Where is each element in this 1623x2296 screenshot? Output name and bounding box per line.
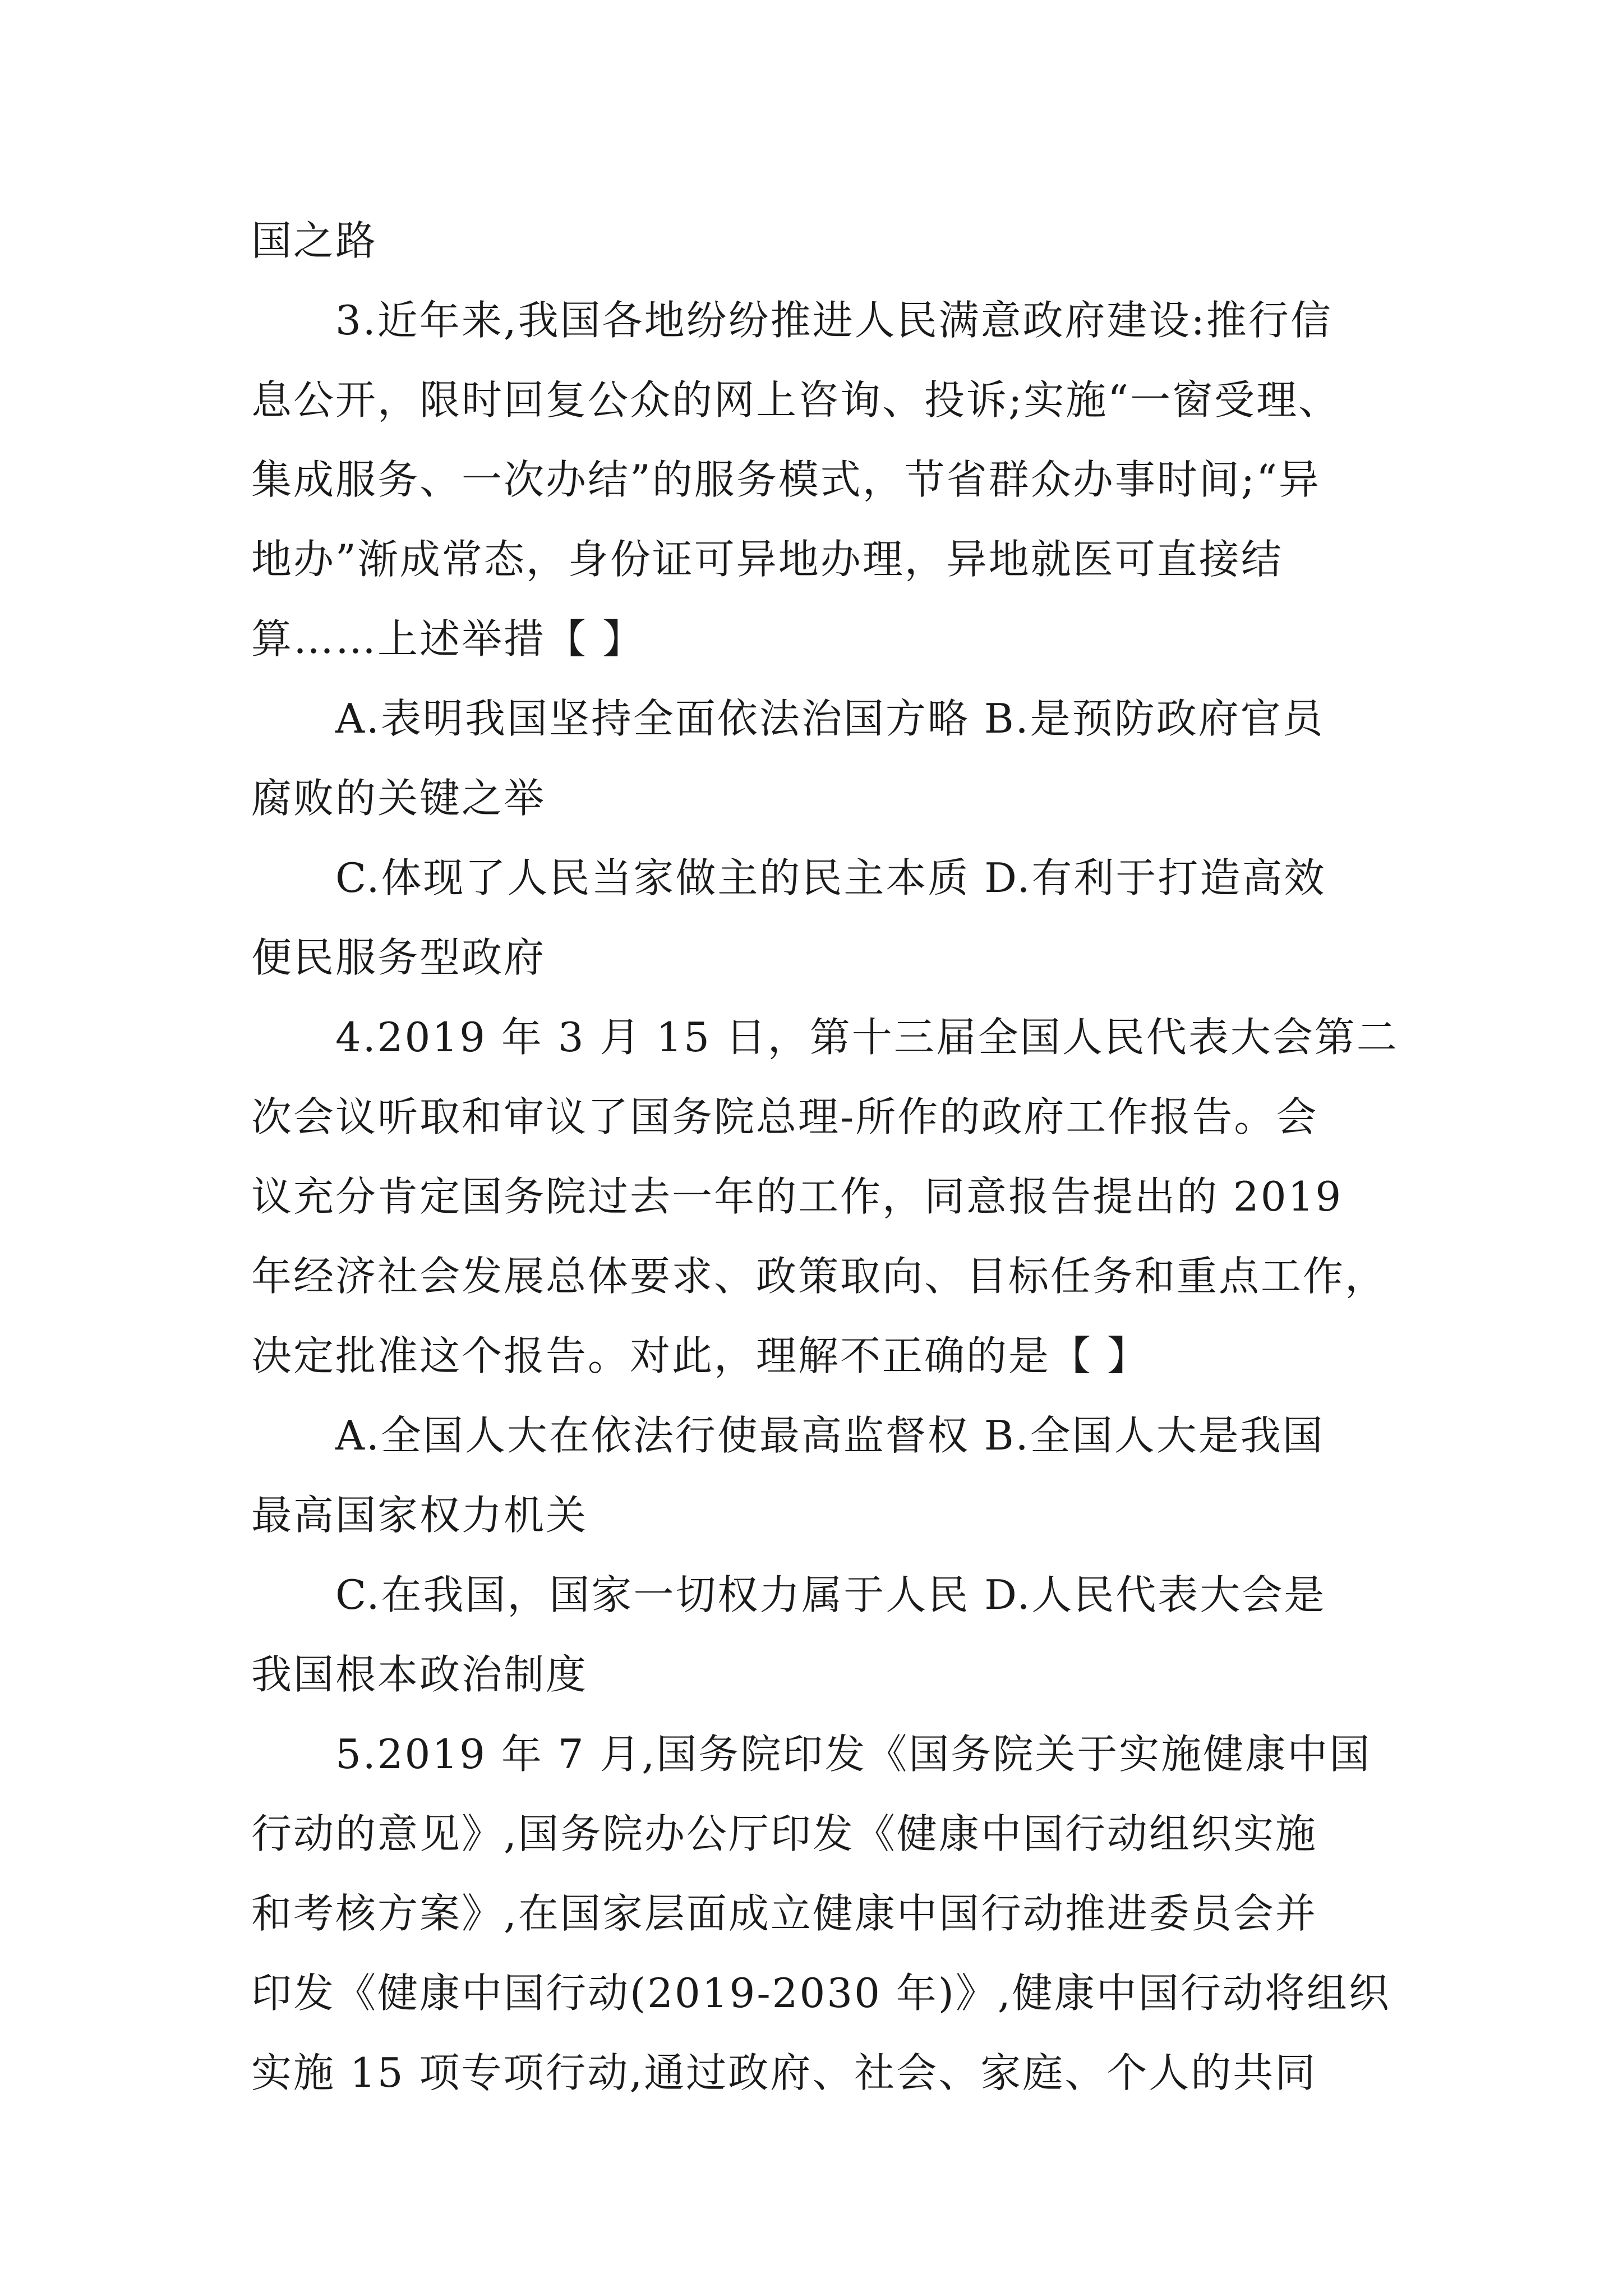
question-5-stem: 5.2019 年 7 月,国务院印发《国务院关于实施健康中国 xyxy=(335,1731,1372,1778)
text-line: 息公开，限时回复公众的网上咨询、投诉;实施“一窗受理、 xyxy=(251,376,1341,424)
question-4-options-cd: C.在我国，国家一切权力属于人民 D.人民代表大会是 xyxy=(335,1571,1326,1618)
question-4-options-ab: A.全国人大在依法行使最高监督权 B.全国人大是我国 xyxy=(335,1412,1325,1459)
text-line: 和考核方案》,在国家层面成立健康中国行动推进委员会并 xyxy=(251,1890,1317,1937)
question-3-stem: 3.近年来,我国各地纷纷推进人民满意政府建设:推行信 xyxy=(335,297,1332,344)
text-line: 地办”渐成常态，身份证可异地办理，异地就医可直接结 xyxy=(251,536,1283,583)
text-line: 我国根本政治制度 xyxy=(251,1651,588,1698)
text-line: 印发《健康中国行动(2019-2030 年)》,健康中国行动将组织 xyxy=(251,1970,1391,2017)
text-line: 最高国家权力机关 xyxy=(251,1492,588,1539)
question-3-options-cd: C.体现了人民当家做主的民主本质 D.有利于打造高效 xyxy=(335,854,1326,901)
text-line: 决定批准这个报告。对此，理解不正确的是【 】 xyxy=(251,1332,1149,1379)
text-line: 便民服务型政府 xyxy=(251,934,546,981)
text-line: 次会议听取和审议了国务院总理-所作的政府工作报告。会 xyxy=(251,1093,1318,1140)
text-line: 腐败的关键之举 xyxy=(251,775,546,822)
text-line: 实施 15 项专项行动,通过政府、社会、家庭、个人的共同 xyxy=(251,2049,1317,2096)
text-line: 国之路 xyxy=(251,217,378,264)
question-4-stem: 4.2019 年 3 月 15 日，第十三届全国人民代表大会第二 xyxy=(335,1014,1399,1061)
text-line: 集成服务、一次办结”的服务模式，节省群众办事时间;“异 xyxy=(251,456,1321,503)
text-line: 议充分肯定国务院过去一年的工作，同意报告提出的 2019 xyxy=(251,1173,1343,1220)
text-line: 年经济社会发展总体要求、政策取向、目标任务和重点工作， xyxy=(251,1253,1387,1300)
text-line: 行动的意见》,国务院办公厅印发《健康中国行动组织实施 xyxy=(251,1810,1317,1857)
text-line: 算……上述举措【 】 xyxy=(251,615,644,662)
question-3-options-ab: A.表明我国坚持全面依法治国方略 B.是预防政府官员 xyxy=(335,695,1325,742)
